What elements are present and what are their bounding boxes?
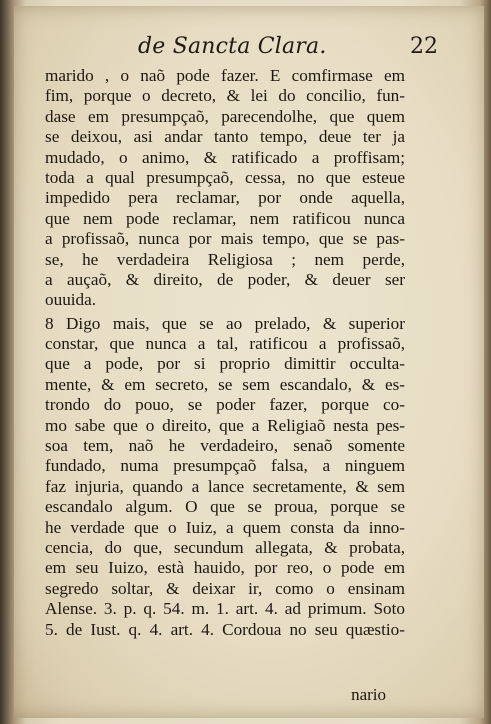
page-header: [14, 34, 484, 64]
text-line: em seu Iuizo, està hauido, por reo, o pode em: [45, 558, 405, 578]
text-line: toda a qual presumpçaõ, cessa, no que esteue: [45, 167, 405, 187]
text-line: marido , o naõ pode fazer. E comfirmase em: [45, 66, 405, 85]
text-line: dase em presumpçaõ, parecendolhe, que quem: [45, 106, 405, 126]
text-line: se, he verdadeira Religiosa ; nem perde,: [45, 249, 405, 269]
text-line: constar, que nunca a tal, ratificou a profissaõ,: [45, 334, 405, 354]
text-line: a profissaõ, nunca por mais tempo, que se pas-: [45, 229, 405, 249]
text-line: he verdade que o Iuiz, a quem consta da inno-: [45, 517, 405, 537]
running-head: de Sancta Clara.: [138, 34, 327, 59]
text-line: faz injuria, quando a lance secretamente, & sem: [45, 476, 405, 496]
text-line: mente, & em secreto, se sem escandalo, & es-: [45, 374, 405, 394]
text-line: escandalo algum. O que se proua, porque se: [45, 497, 405, 517]
text-line: mudado, o animo, & ratificado a proffisam;: [45, 147, 405, 167]
text-line: segredo soltar, & deixar ir, como o ensinam: [45, 578, 405, 598]
text-line: que a pode, por si proprio dimittir occulta-: [45, 354, 405, 374]
text-line: que nem pode reclamar, nem ratificou nunca: [45, 208, 405, 228]
text-line: 8 Digo mais, que se ao prelado, & superior: [45, 313, 405, 333]
text-line: fundado, numa presumpçaõ falsa, a ninguem: [45, 456, 405, 476]
text-line: trondo do pouo, se poder fazer, porque co-: [45, 395, 405, 415]
book-page: [14, 6, 484, 718]
page-number: 22: [410, 34, 438, 59]
text-line: fim, porque o decreto, & lei do concilio, fun-: [45, 86, 405, 106]
catchword: nario: [351, 685, 386, 704]
text-line: mo sabe que o direito, que a Religiaõ nesta pes-: [45, 415, 405, 435]
text-line: Alense. 3. p. q. 54. m. 1. art. 4. ad primum. Soto: [45, 599, 405, 619]
text-line: a auçaõ, & direito, de poder, & deuer ser: [45, 269, 405, 289]
body-text: [45, 66, 405, 640]
text-line: soa tem, naõ he verdadeiro, senaõ somente: [45, 436, 405, 456]
text-line: 5. de Iust. q. 4. art. 4. Cordoua no seu quæstio-: [45, 619, 405, 639]
text-line: cencia, do que, secundum allegata, & probata,: [45, 537, 405, 557]
text-line: ouuida.: [45, 290, 97, 310]
text-line: impedido pera reclamar, por onde aquella,: [45, 188, 405, 208]
text-line: se deixou, asi andar tanto tempo, deue ter ja: [45, 127, 405, 147]
